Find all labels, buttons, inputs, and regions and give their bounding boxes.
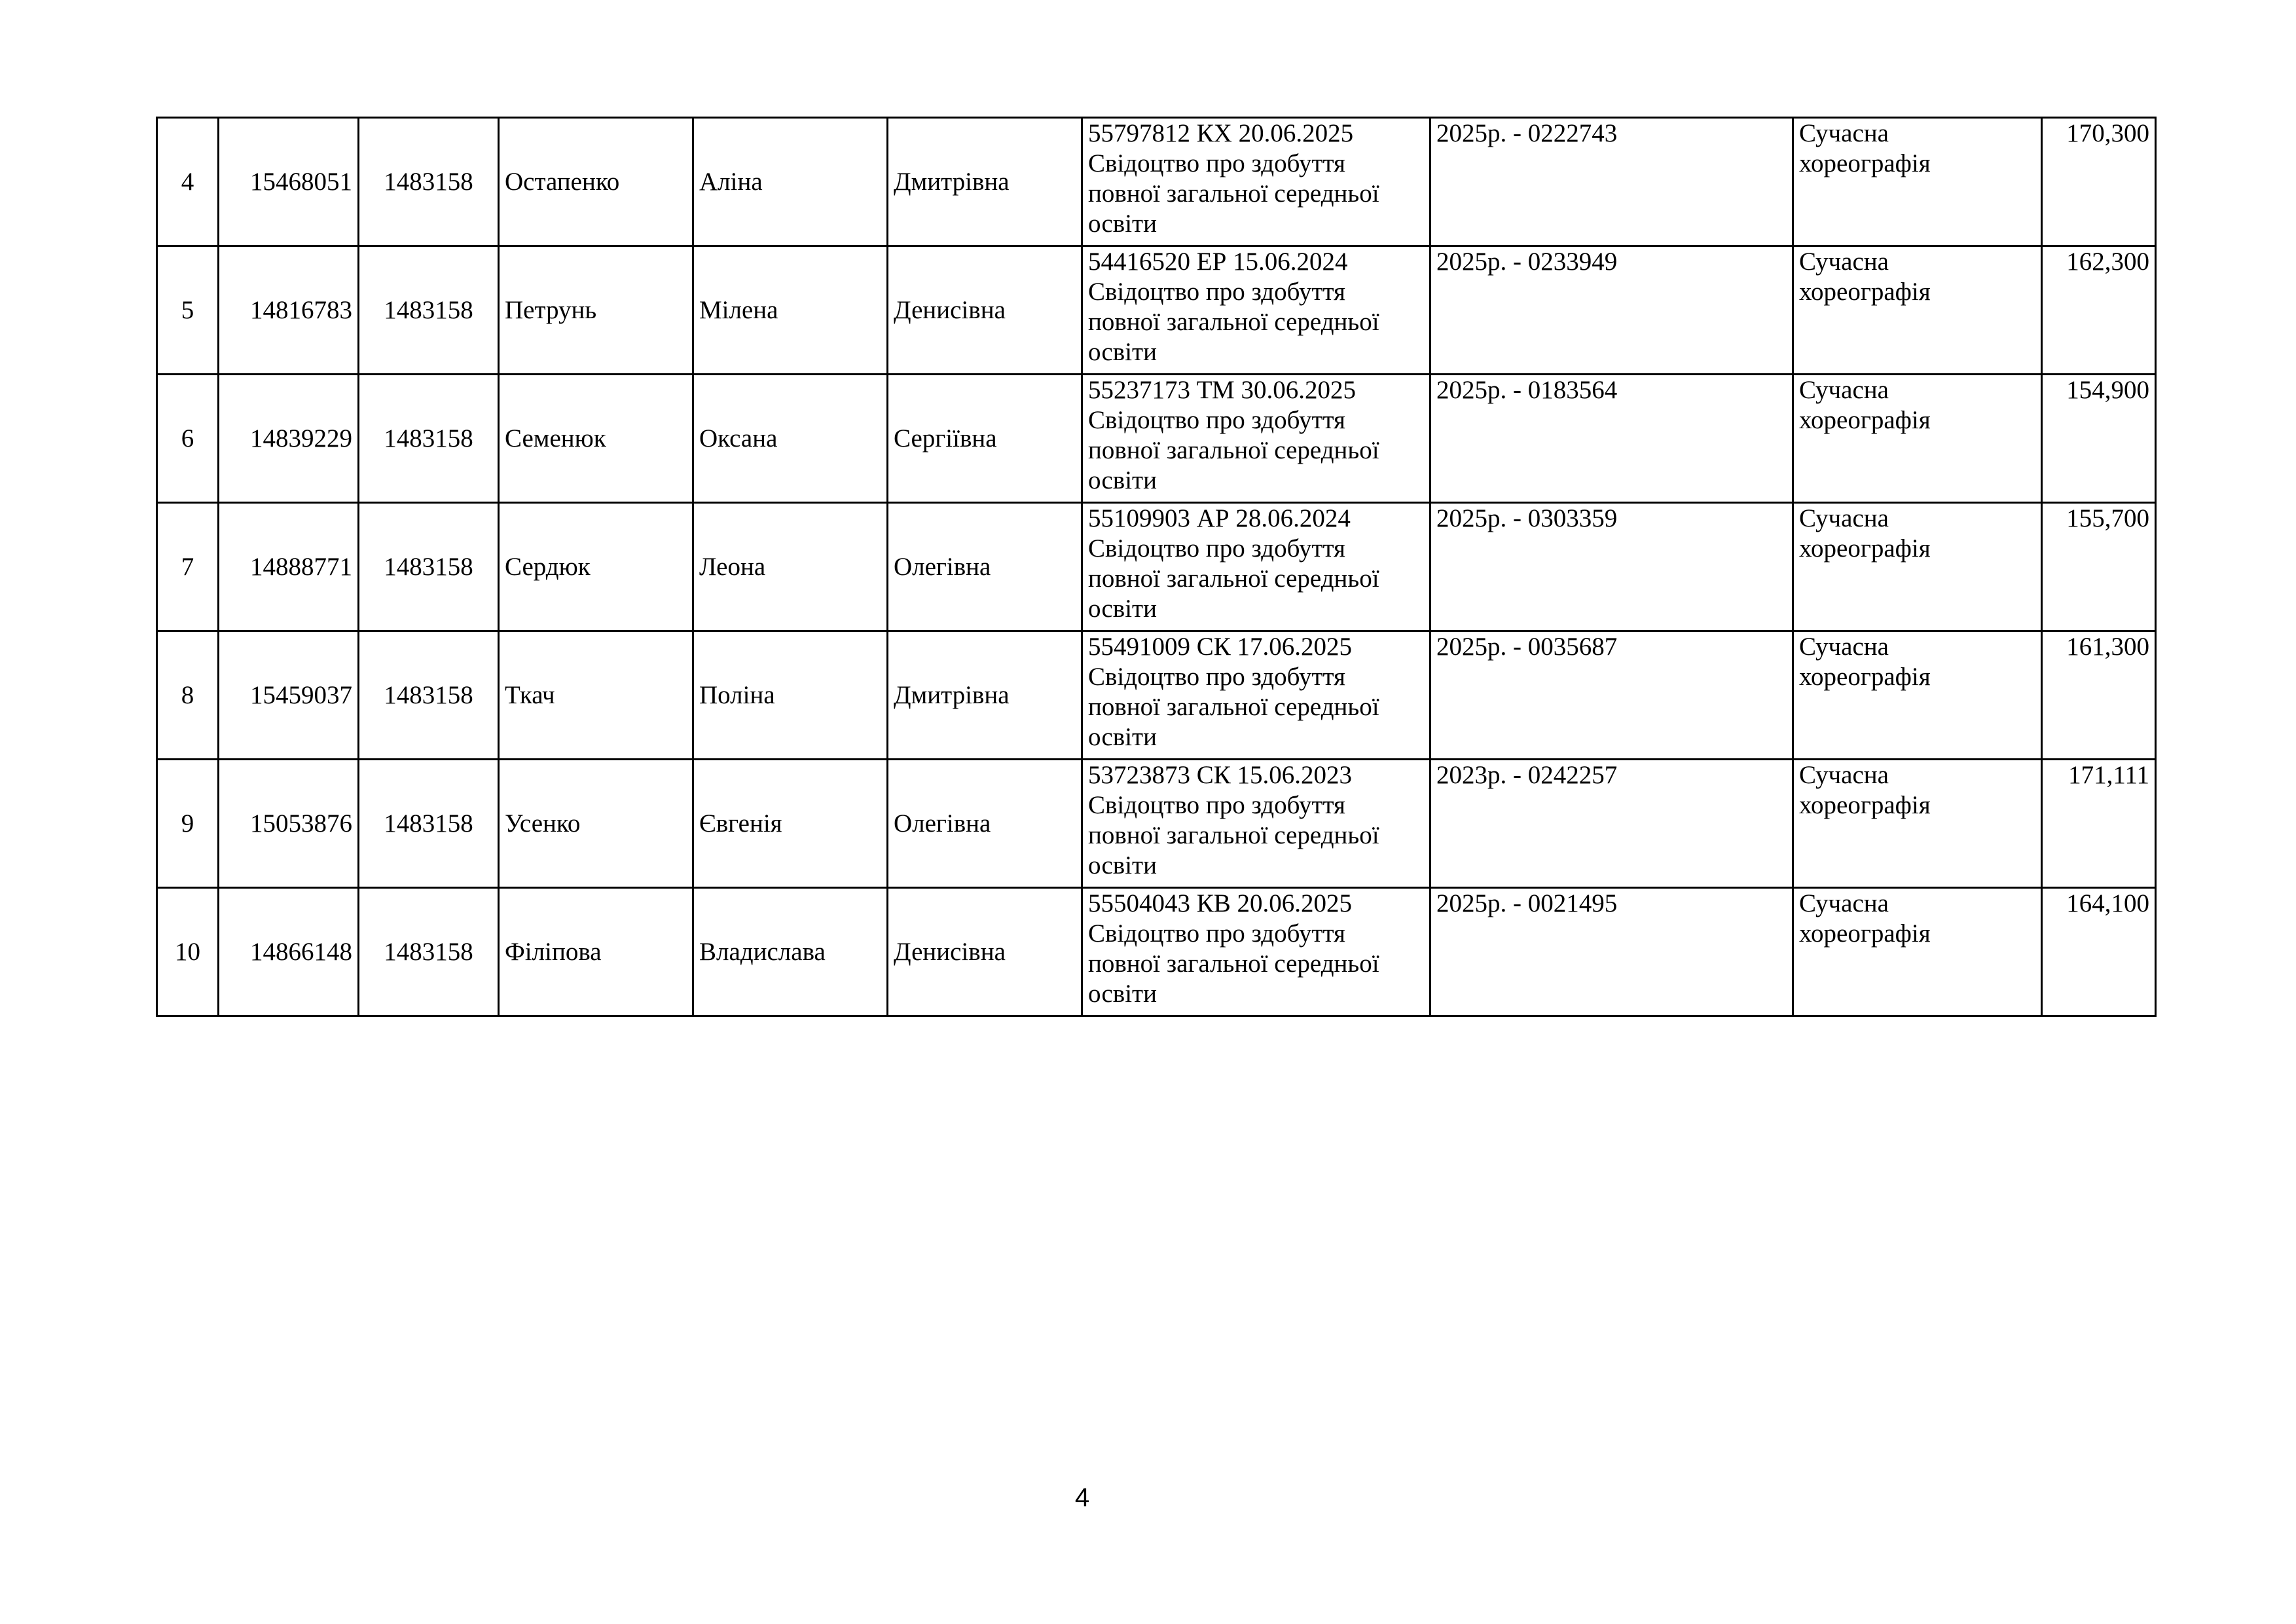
document-type-line: Свідоцтво про здобуття — [1088, 663, 1345, 691]
document-type-line: повної загальної середньої — [1088, 821, 1379, 849]
applicant-id-cell: 14816783 — [219, 246, 359, 375]
table-row — [157, 375, 2156, 503]
specialty-cell — [1793, 503, 2042, 631]
document-type-line: Свідоцтво про здобуття — [1088, 149, 1345, 177]
first-name-cell: Євгенія — [693, 760, 888, 888]
first-name-cell: Аліна — [693, 118, 888, 246]
row-number-cell: 10 — [157, 888, 219, 1016]
table-row — [157, 760, 2156, 888]
surname-cell: Петрунь — [499, 246, 693, 375]
specialty-cell — [1793, 888, 2042, 1016]
surname-cell: Ткач — [499, 631, 693, 760]
certificate-cell: 2025р. - 0035687 — [1430, 631, 1793, 760]
document-type-line: Свідоцтво про здобуття — [1088, 919, 1345, 948]
specialty-line: хореографія — [1799, 791, 1931, 819]
document-number: 53723873 СК 15.06.2023 — [1088, 761, 1353, 789]
offer-code-cell: 1483158 — [359, 760, 499, 888]
document-type-line: повної загальної середньої — [1088, 179, 1379, 208]
score-cell: 164,100 — [2042, 888, 2156, 1016]
specialty-line: хореографія — [1799, 406, 1931, 434]
patronymic-cell: Денисівна — [888, 246, 1082, 375]
certificate-cell: 2025р. - 0183564 — [1430, 375, 1793, 503]
surname-cell: Семенюк — [499, 375, 693, 503]
certificate-cell: 2025р. - 0021495 — [1430, 888, 1793, 1016]
specialty-line: Сучасна — [1799, 761, 1889, 789]
specialty-line: хореографія — [1799, 919, 1931, 948]
document-number: 54416520 ЕР 15.06.2024 — [1088, 248, 1348, 276]
education-document-cell — [1082, 246, 1430, 375]
specialty-line: Сучасна — [1799, 248, 1889, 276]
surname-cell: Філіпова — [499, 888, 693, 1016]
table-body — [157, 118, 2156, 1016]
offer-code-cell: 1483158 — [359, 246, 499, 375]
offer-code-cell: 1483158 — [359, 631, 499, 760]
offer-code-cell: 1483158 — [359, 118, 499, 246]
specialty-line: Сучасна — [1799, 889, 1889, 917]
first-name-cell: Леона — [693, 503, 888, 631]
row-number-cell: 8 — [157, 631, 219, 760]
patronymic-cell: Дмитрівна — [888, 631, 1082, 760]
patronymic-cell: Олегівна — [888, 760, 1082, 888]
document-type-line: освіти — [1088, 466, 1157, 494]
offer-code-cell: 1483158 — [359, 375, 499, 503]
specialty-cell — [1793, 118, 2042, 246]
specialty-line: хореографія — [1799, 278, 1931, 306]
education-document-cell — [1082, 118, 1430, 246]
first-name-cell: Владислава — [693, 888, 888, 1016]
table-row — [157, 246, 2156, 375]
document-type-line: освіти — [1088, 980, 1157, 1008]
score-cell: 154,900 — [2042, 375, 2156, 503]
document-number: 55491009 СК 17.06.2025 — [1088, 633, 1353, 661]
specialty-cell — [1793, 631, 2042, 760]
education-document-cell — [1082, 503, 1430, 631]
score-cell: 155,700 — [2042, 503, 2156, 631]
score-cell: 161,300 — [2042, 631, 2156, 760]
first-name-cell: Оксана — [693, 375, 888, 503]
certificate-cell: 2025р. - 0303359 — [1430, 503, 1793, 631]
specialty-cell — [1793, 246, 2042, 375]
first-name-cell: Мілена — [693, 246, 888, 375]
offer-code-cell: 1483158 — [359, 888, 499, 1016]
document-type-line: освіти — [1088, 338, 1157, 366]
patronymic-cell: Олегівна — [888, 503, 1082, 631]
document-type-line: Свідоцтво про здобуття — [1088, 278, 1345, 306]
row-number-cell: 5 — [157, 246, 219, 375]
document-type-line: освіти — [1088, 210, 1157, 238]
document-type-line: повної загальної середньої — [1088, 693, 1379, 721]
score-cell: 162,300 — [2042, 246, 2156, 375]
applicant-id-cell: 14888771 — [219, 503, 359, 631]
specialty-line: хореографія — [1799, 663, 1931, 691]
page-number: 4 — [1074, 1483, 1090, 1512]
surname-cell: Остапенко — [499, 118, 693, 246]
surname-cell: Сердюк — [499, 503, 693, 631]
first-name-cell: Поліна — [693, 631, 888, 760]
applicant-id-cell: 14839229 — [219, 375, 359, 503]
row-number-cell: 6 — [157, 375, 219, 503]
document-type-line: Свідоцтво про здобуття — [1088, 534, 1345, 563]
specialty-cell — [1793, 760, 2042, 888]
document-type-line: повної загальної середньої — [1088, 308, 1379, 336]
specialty-line: хореографія — [1799, 149, 1931, 177]
applicant-id-cell: 15459037 — [219, 631, 359, 760]
offer-code-cell: 1483158 — [359, 503, 499, 631]
table-row — [157, 118, 2156, 246]
patronymic-cell: Денисівна — [888, 888, 1082, 1016]
certificate-cell: 2025р. - 0233949 — [1430, 246, 1793, 375]
applicant-id-cell: 15053876 — [219, 760, 359, 888]
document-number: 55237173 ТМ 30.06.2025 — [1088, 376, 1356, 404]
surname-cell: Усенко — [499, 760, 693, 888]
specialty-line: Сучасна — [1799, 504, 1889, 532]
education-document-cell — [1082, 888, 1430, 1016]
document-type-line: повної загальної середньої — [1088, 436, 1379, 464]
document-type-line: повної загальної середньої — [1088, 950, 1379, 978]
score-cell: 171,111 — [2042, 760, 2156, 888]
document-type-line: Свідоцтво про здобуття — [1088, 406, 1345, 434]
applicant-id-cell: 14866148 — [219, 888, 359, 1016]
specialty-line: хореографія — [1799, 534, 1931, 563]
applicant-id-cell: 15468051 — [219, 118, 359, 246]
document-type-line: освіти — [1088, 595, 1157, 623]
document-number: 55504043 КВ 20.06.2025 — [1088, 889, 1353, 917]
document-type-line: повної загальної середньої — [1088, 564, 1379, 593]
row-number-cell: 9 — [157, 760, 219, 888]
score-cell: 170,300 — [2042, 118, 2156, 246]
specialty-cell — [1793, 375, 2042, 503]
row-number-cell: 4 — [157, 118, 219, 246]
specialty-line: Сучасна — [1799, 633, 1889, 661]
certificate-cell: 2023р. - 0242257 — [1430, 760, 1793, 888]
education-document-cell — [1082, 760, 1430, 888]
table-row — [157, 503, 2156, 631]
education-document-cell — [1082, 375, 1430, 503]
education-document-cell — [1082, 631, 1430, 760]
document-number: 55109903 АР 28.06.2024 — [1088, 504, 1351, 532]
document-type-line: освіти — [1088, 851, 1157, 879]
table-row — [157, 888, 2156, 1016]
specialty-line: Сучасна — [1799, 119, 1889, 147]
row-number-cell: 7 — [157, 503, 219, 631]
certificate-cell: 2025р. - 0222743 — [1430, 118, 1793, 246]
table-row — [157, 631, 2156, 760]
document-number: 55797812 КХ 20.06.2025 — [1088, 119, 1354, 147]
patronymic-cell: Дмитрівна — [888, 118, 1082, 246]
applicants-table — [156, 117, 2157, 1017]
document-type-line: освіти — [1088, 723, 1157, 751]
patronymic-cell: Сергіївна — [888, 375, 1082, 503]
specialty-line: Сучасна — [1799, 376, 1889, 404]
document-type-line: Свідоцтво про здобуття — [1088, 791, 1345, 819]
